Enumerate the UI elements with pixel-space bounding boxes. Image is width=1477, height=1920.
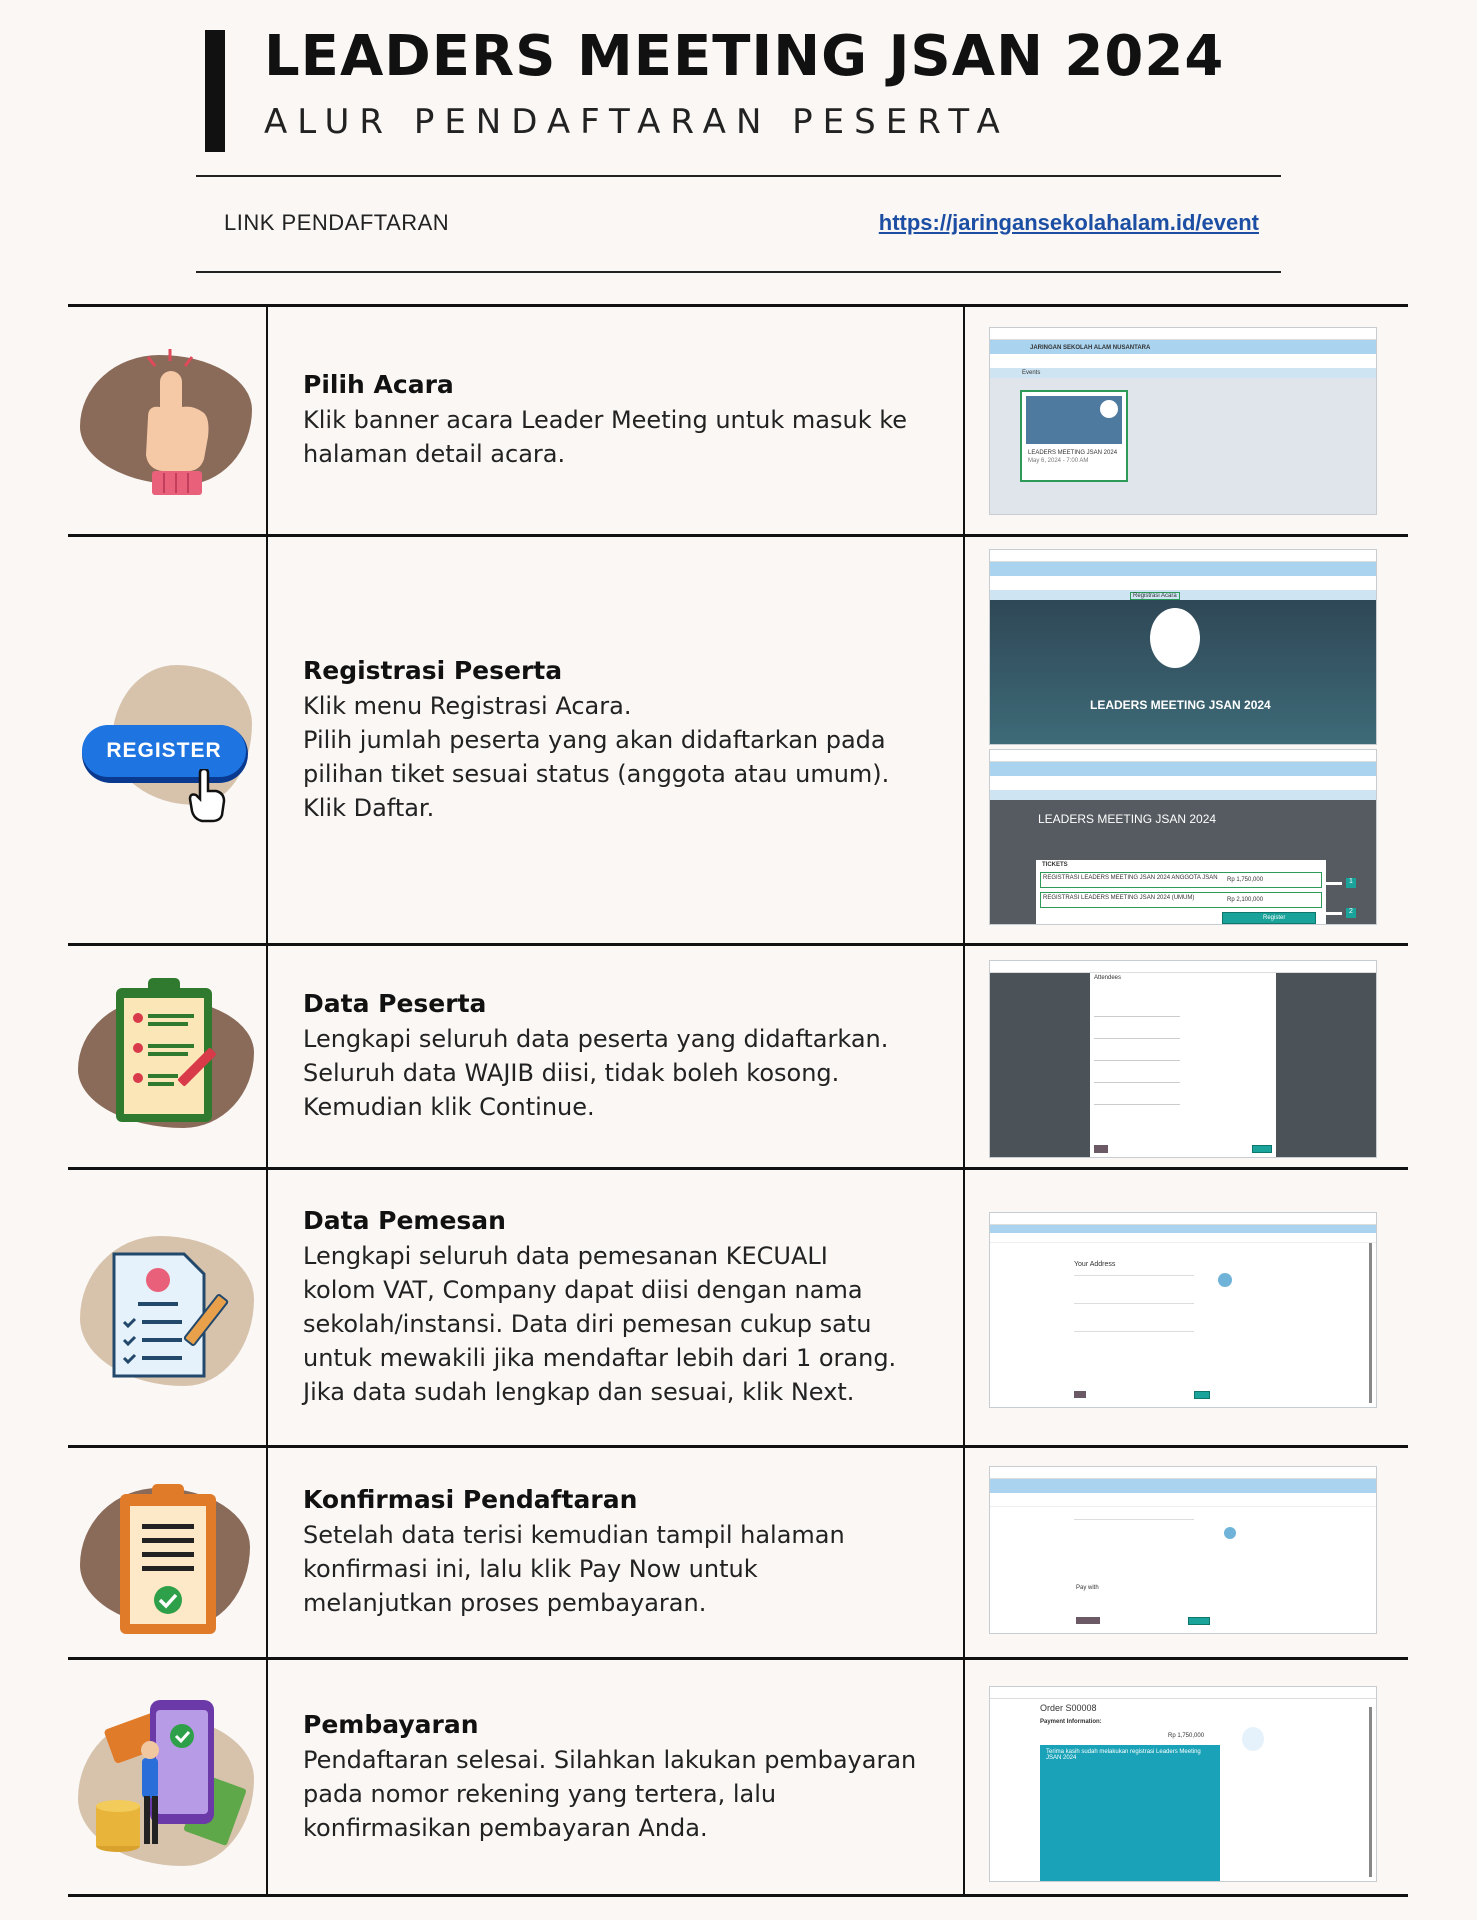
step-number-badge: 1 — [1346, 878, 1356, 888]
step-title: Data Peserta — [303, 989, 487, 1018]
payment-info-heading: Payment Information: — [1040, 1719, 1102, 1725]
step-description — [303, 1743, 927, 1845]
payment-phone-icon — [84, 1696, 254, 1876]
step-line: Pilih jumlah peserta yang akan didaftarkan pada — [303, 725, 886, 754]
step-title: Pembayaran — [303, 1709, 479, 1739]
step-line: Pendaftaran selesai. Silahkan lakukan pembayaran — [303, 1745, 917, 1774]
step-line: halaman detail acara. — [303, 440, 566, 468]
step-number-badge: 2 — [1346, 908, 1356, 918]
tap-hand-icon — [118, 347, 228, 497]
step-line: melanjutkan proses pembayaran. — [303, 1589, 707, 1617]
order-number: Order S00008 — [1040, 1703, 1097, 1713]
hero-title: LEADERS MEETING JSAN 2024 — [1090, 698, 1271, 712]
step-text-cell — [268, 1660, 965, 1894]
screenshot-confirmation — [989, 1466, 1377, 1634]
step-title: Konfirmasi Pendaftaran — [303, 1485, 638, 1514]
register-label: REGISTER — [106, 739, 222, 762]
step-text-cell — [268, 307, 965, 534]
step-screenshot-cell — [965, 946, 1408, 1167]
step-screenshot-cell — [965, 307, 1408, 534]
address-heading: Your Address — [1074, 1261, 1116, 1268]
step-icon-cell — [68, 307, 268, 534]
thank-you-text: Terima kasih sudah melakukan registrasi Leaders Meeting JSAN 2024 — [1046, 1749, 1201, 1761]
step-description — [303, 1239, 927, 1409]
step-line: kolom VAT, Company dapat diisi dengan nama — [303, 1276, 863, 1304]
step-line: untuk mewakili jika mendaftar lebih dari 1 orang. — [303, 1344, 897, 1372]
arrow-icon — [1326, 882, 1342, 885]
step-line: konfirmasikan pembayaran Anda. — [303, 1813, 708, 1842]
continue-button[interactable] — [1252, 1145, 1272, 1153]
step-title: Pilih Acara — [303, 370, 454, 399]
step-icon-cell — [68, 1170, 268, 1445]
ticket-name: REGISTRASI LEADERS MEETING JSAN 2024 (UMUM) — [1043, 895, 1195, 901]
step-row-pembayaran — [68, 1657, 1408, 1897]
next-button[interactable] — [1194, 1391, 1210, 1399]
tickets-heading: TICKETS — [1042, 862, 1068, 868]
form-document-icon — [110, 1250, 230, 1380]
register-button-label: Register — [1263, 915, 1286, 921]
section-label: Events — [1022, 370, 1041, 376]
step-line: Klik Daftar. — [303, 793, 435, 822]
step-line: pilihan tiket sesuai status (anggota atau umum). — [303, 759, 890, 788]
step-description — [303, 1518, 927, 1620]
hero-title: LEADERS MEETING JSAN 2024 — [1038, 812, 1217, 826]
back-button[interactable] — [1074, 1391, 1086, 1398]
step-text-cell — [268, 537, 965, 943]
event-card-date: May 6, 2024 - 7:00 AM — [1028, 458, 1089, 464]
step-icon-cell — [68, 1660, 268, 1894]
order-total: Rp 1,750,000 — [1168, 1733, 1205, 1739]
step-description — [303, 689, 927, 825]
jsan-logo — [1150, 608, 1200, 668]
title-accent-bar — [205, 30, 225, 152]
divider — [196, 271, 1281, 273]
payment-instructions-box — [1040, 1745, 1220, 1881]
ticket-price: Rp 1,750,000 — [1227, 877, 1264, 883]
divider — [196, 175, 1281, 177]
step-icon-cell — [68, 1448, 268, 1657]
step-description — [303, 403, 927, 471]
site-name: JARINGAN SEKOLAH ALAM NUSANTARA — [1030, 345, 1151, 351]
step-row-data-pemesan — [68, 1167, 1408, 1445]
step-title: Data Pemesan — [303, 1206, 506, 1235]
screenshot-address-form — [989, 1212, 1377, 1408]
cancel-button[interactable] — [1094, 1145, 1108, 1153]
step-row-registrasi — [68, 534, 1408, 943]
arrow-icon — [1326, 912, 1342, 915]
clipboard-check-icon — [116, 1482, 226, 1642]
step-title: Registrasi Peserta — [303, 655, 563, 685]
step-screenshot-cell — [965, 1448, 1408, 1657]
step-line: pada nomor rekening yang tertera, lalu — [303, 1779, 777, 1808]
step-row-pilih-acara — [68, 304, 1408, 534]
ticket-name: REGISTRASI LEADERS MEETING JSAN 2024 ANGGOTA JSAN — [1043, 875, 1218, 881]
screenshot-event-detail — [989, 549, 1377, 745]
screenshot-attendees-form — [989, 960, 1377, 1158]
register-button[interactable] — [1222, 912, 1316, 924]
step-screenshot-cell — [965, 537, 1408, 943]
pay-with-label: Pay with — [1076, 1585, 1099, 1591]
step-line: Setelah data terisi kemudian tampil halaman — [303, 1521, 845, 1549]
tab-registrasi-acara[interactable]: Registrasi Acara — [1130, 592, 1180, 600]
step-line: sekolah/instansi. Data diri pemesan cukup satu — [303, 1310, 872, 1338]
steps-table — [68, 304, 1408, 1897]
tickets-panel — [1036, 860, 1326, 925]
step-icon-cell — [68, 537, 268, 943]
step-line: Klik menu Registrasi Acara. — [303, 691, 632, 720]
clipboard-list-icon — [112, 976, 232, 1126]
step-line: Jika data sudah lengkap dan sesuai, klik Next. — [303, 1378, 855, 1406]
page-title: LEADERS MEETING JSAN 2024 — [264, 24, 1225, 89]
step-screenshot-cell — [965, 1170, 1408, 1445]
ticket-row[interactable] — [1040, 892, 1322, 908]
screenshot-order-payment — [989, 1686, 1377, 1882]
attendees-modal — [1090, 973, 1276, 1158]
screenshot-ticket-selection — [989, 749, 1377, 925]
link-label: LINK PENDAFTARAN — [224, 210, 450, 235]
pay-now-button[interactable] — [1188, 1617, 1210, 1625]
step-line: konfirmasi ini, lalu klik Pay Now untuk — [303, 1555, 758, 1583]
step-row-data-peserta — [68, 943, 1408, 1167]
step-text-cell — [268, 1448, 965, 1657]
step-line: Lengkapi seluruh data pemesanan KECUALI — [303, 1242, 828, 1270]
event-card[interactable] — [1020, 390, 1128, 482]
event-card-title: LEADERS MEETING JSAN 2024 — [1028, 450, 1118, 456]
cursor-hand-icon — [186, 769, 228, 823]
step-row-konfirmasi — [68, 1445, 1408, 1657]
screenshot-events-page — [989, 327, 1377, 515]
step-text-cell — [268, 946, 965, 1167]
step-line: Lengkapi seluruh data peserta yang didaftarkan. — [303, 1025, 889, 1053]
registration-link[interactable]: https://jaringansekolahalam.id/event — [878, 210, 1259, 235]
step-line: Kemudian klik Continue. — [303, 1093, 595, 1121]
step-line: Klik banner acara Leader Meeting untuk masuk ke — [303, 406, 908, 434]
step-icon-cell — [68, 946, 268, 1167]
page-subtitle: ALUR PENDAFTARAN PESERTA — [264, 102, 1010, 142]
step-screenshot-cell — [965, 1660, 1408, 1894]
ticket-price: Rp 2,100,000 — [1227, 897, 1264, 903]
return-button[interactable] — [1076, 1617, 1100, 1624]
step-text-cell — [268, 1170, 965, 1445]
modal-heading: Attendees — [1094, 975, 1122, 981]
step-description — [303, 1022, 927, 1124]
ticket-row[interactable] — [1040, 872, 1322, 888]
step-line: Seluruh data WAJIB diisi, tidak boleh kosong. — [303, 1059, 840, 1087]
